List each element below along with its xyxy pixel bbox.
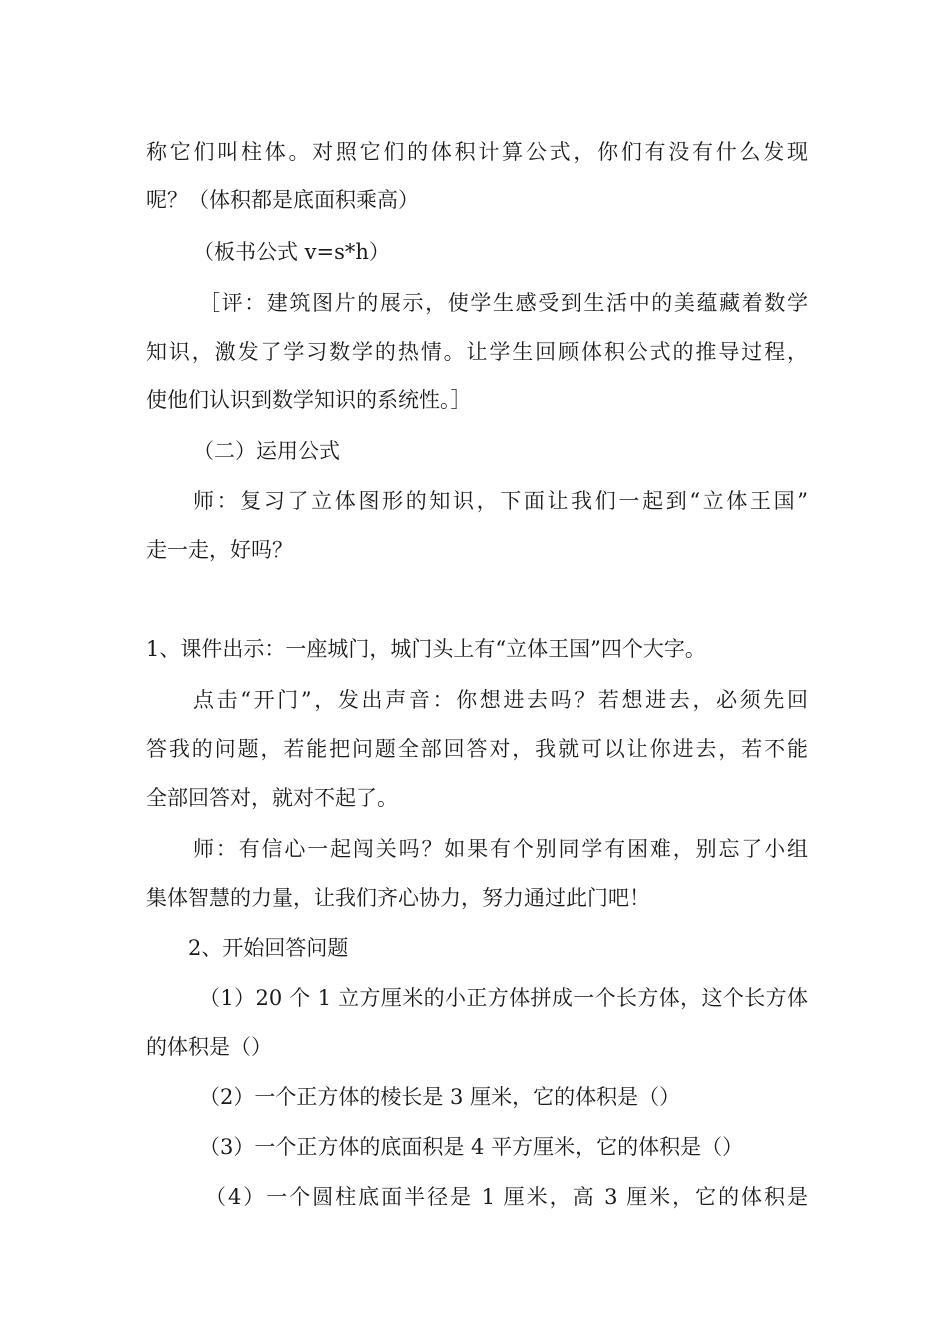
text-line-15: 集体智慧的力量，让我们齐心协力，努力通过此门吧！ xyxy=(146,886,650,910)
question-3: （3）一个正方体的底面积是 4 平方厘米，它的体积是（） xyxy=(199,1135,744,1159)
text-line-16: 2、开始回答问题 xyxy=(188,936,349,960)
text-line-11: 点击“开门”，发出声音：你想进去吗？若想进去，必须先回 xyxy=(193,688,808,712)
text-line-9: 走一走，好吗？ xyxy=(146,538,293,562)
question-1-line-2: 的体积是（） xyxy=(146,1035,272,1059)
text-line-6: 使他们认识到数学知识的系统性。］ xyxy=(146,388,472,412)
text-line-10: 1、课件出示：一座城门，城门头上有“立体王国”四个大字。 xyxy=(146,637,706,661)
text-line-5: 知识，激发了学习数学的热情。让学生回顾体积公式的推导过程， xyxy=(146,340,808,364)
text-line-12: 答我的问题，若能把问题全部回答对，我就可以让你进去，若不能 xyxy=(146,737,808,761)
text-line-2: 呢？（体积都是底面积乘高） xyxy=(146,188,419,212)
text-line-14: 师：有信心一起闯关吗？如果有个别同学有困难，别忘了小组 xyxy=(193,837,808,861)
text-line-4: ［评：建筑图片的展示，使学生感受到生活中的美蕴藏着数学 xyxy=(199,291,808,315)
section-heading: （二）运用公式 xyxy=(193,439,340,463)
text-line-1: 称它们叫柱体。对照它们的体积计算公式，你们有没有什么发现 xyxy=(146,140,808,164)
text-line-13: 全部回答对，就对不起了。 xyxy=(146,786,398,810)
question-4: （4）一个圆柱底面半径是 1 厘米，高 3 厘米，它的体积是 xyxy=(205,1185,808,1209)
question-2: （2）一个正方体的棱长是 3 厘米，它的体积是（） xyxy=(199,1085,681,1109)
text-line-3: （板书公式 v=s*h） xyxy=(193,240,390,264)
question-1-line-1: （1）20 个 1 立方厘米的小正方体拼成一个长方体，这个长方体 xyxy=(199,986,808,1010)
text-line-8: 师：复习了立体图形的知识，下面让我们一起到“立体王国” xyxy=(193,489,808,513)
